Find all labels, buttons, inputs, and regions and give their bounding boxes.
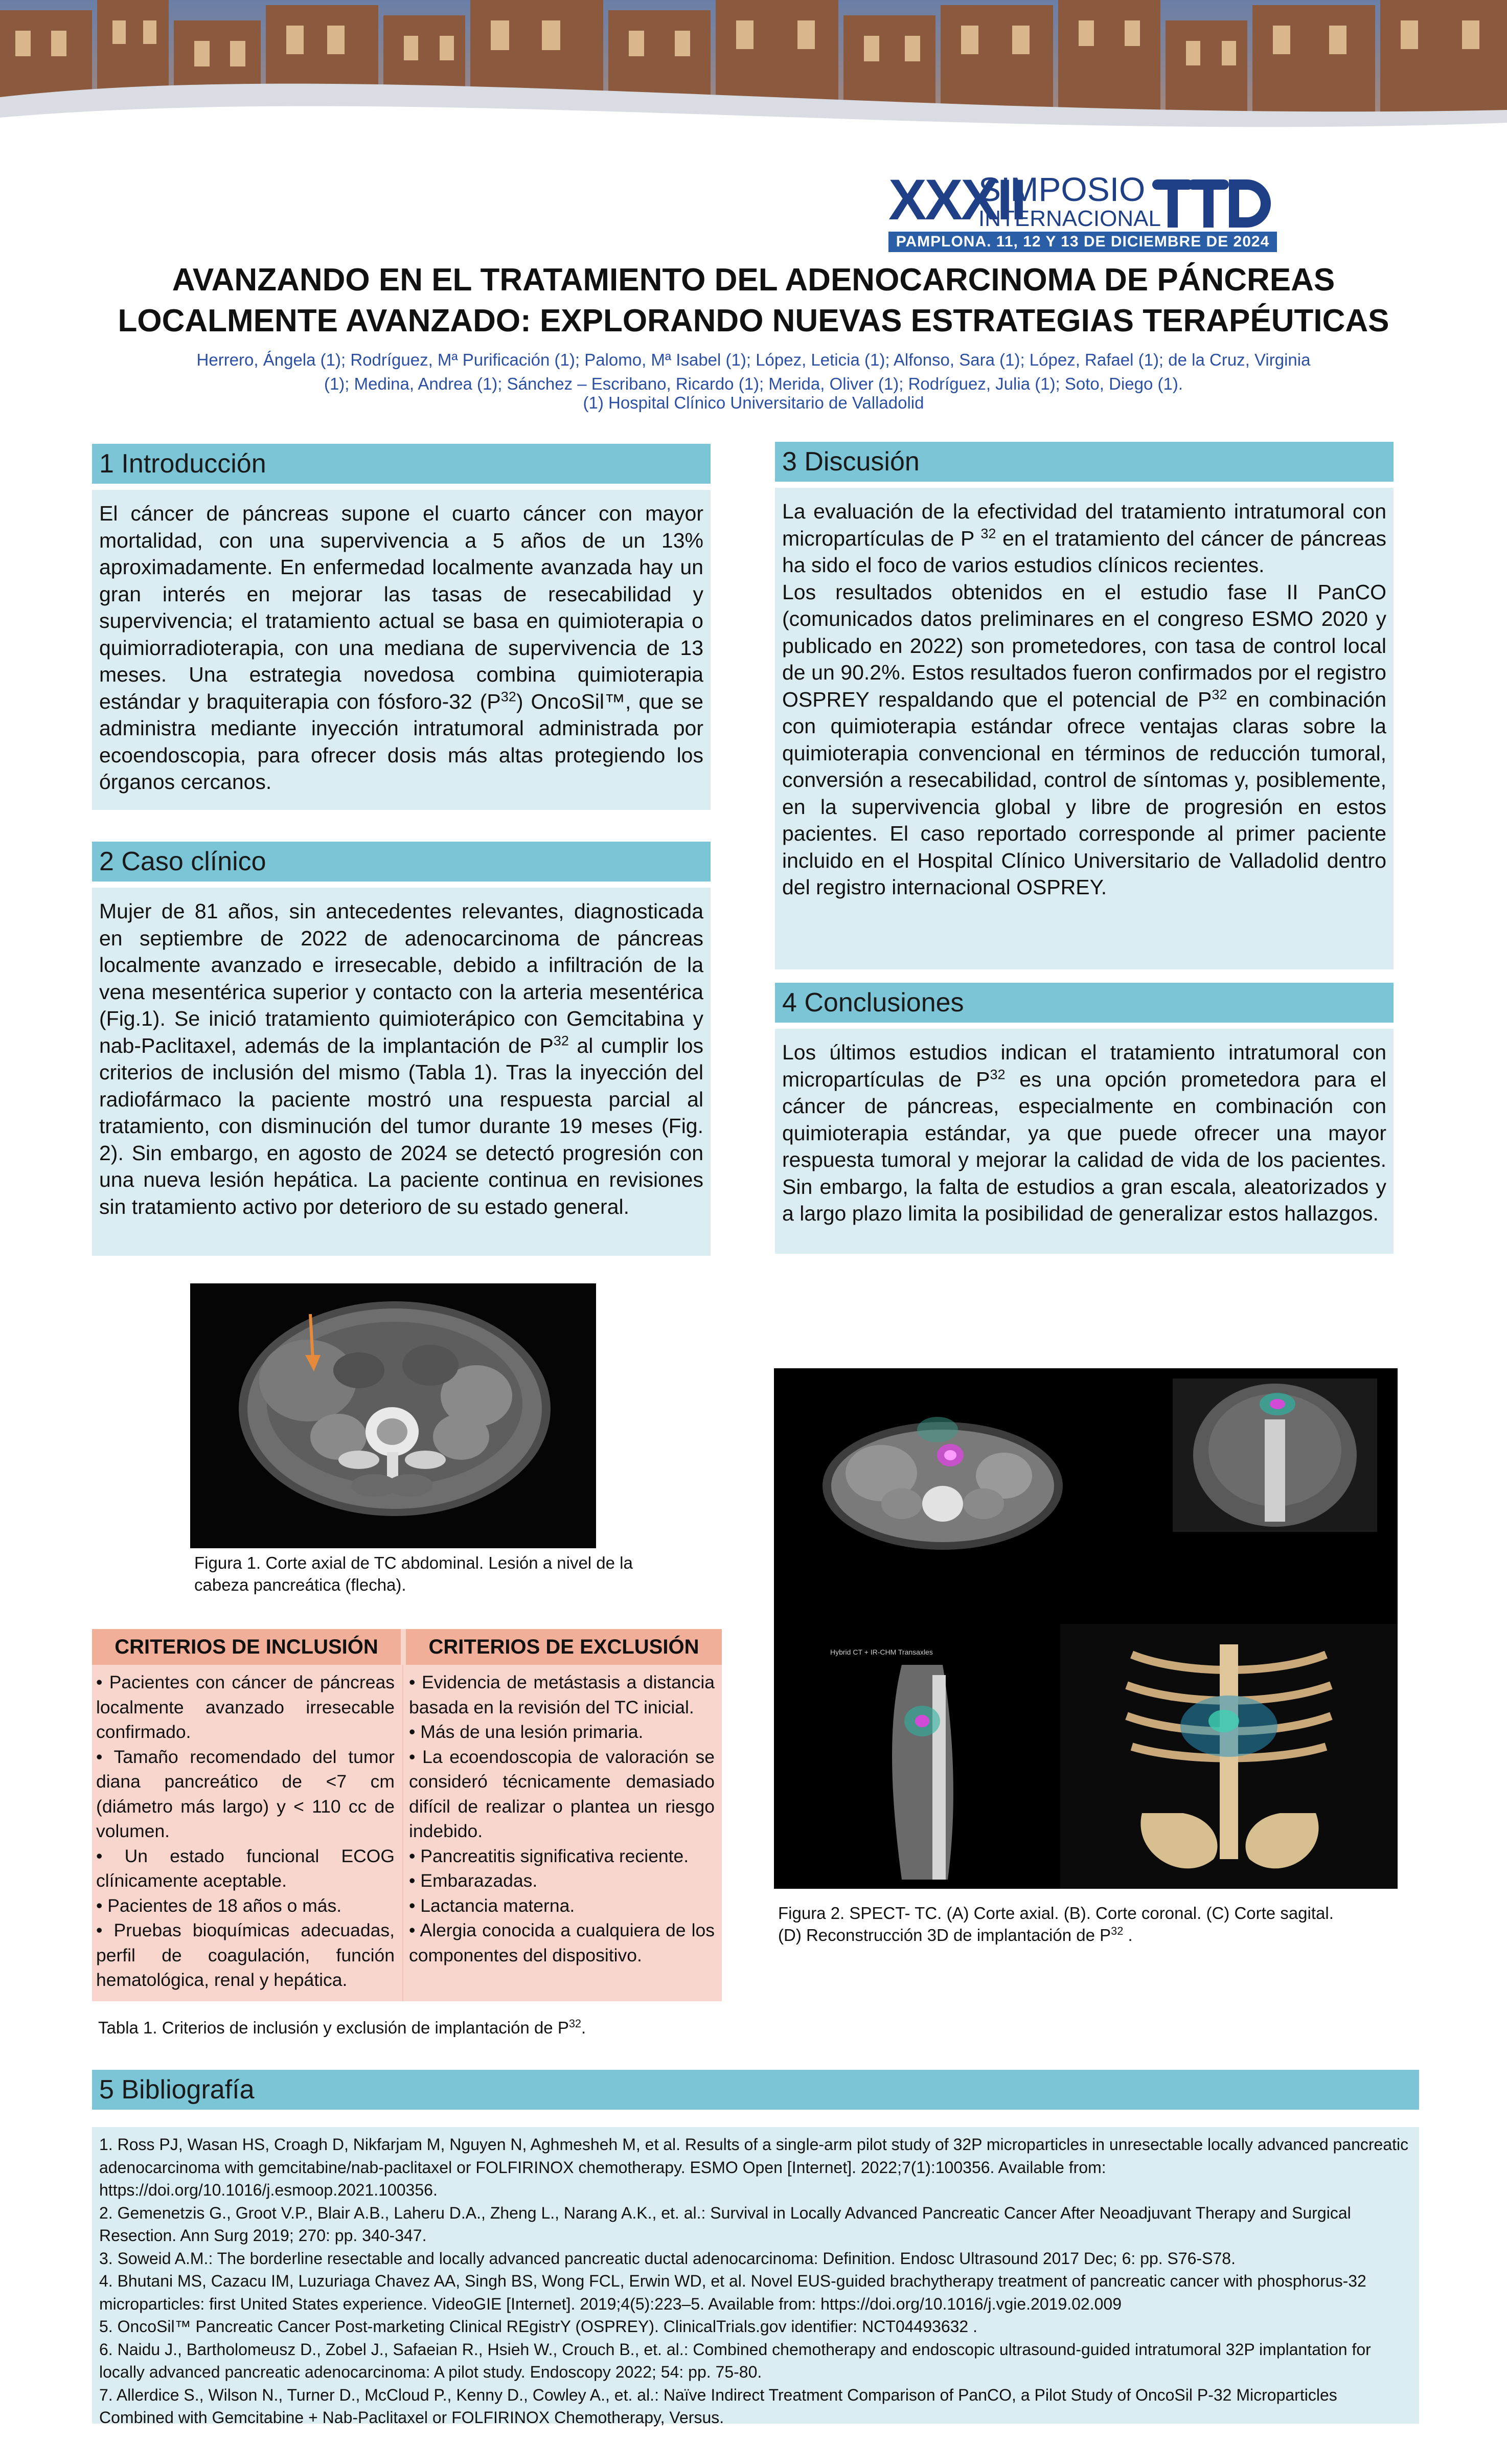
discusion-text-3: Los resultados obtenidos en el estudio fase II PanCO (comunicados datos preliminares en el congreso ESMO 2020 y publicado en 2022) son prometedores, con tasa de control local de un 90.2%. Estos resultados fueron confirmados por el registro OSPREY respaldando que el potencial de P <box>782 580 1386 711</box>
authors-line-1: Herrero, Ángela (1); Rodríguez, Mª Purificación (1); Palomo, Mª Isabel (1); López, Leticia (1); Alfonso, Sara (1); López, Rafael (1); de la Cruz, Virginia <box>196 350 1311 369</box>
section-header-caso-clinico: 2 Caso clínico <box>92 842 711 881</box>
table-1-caption-end: . <box>581 2018 586 2037</box>
discusion-text-1: La evaluación de la efectividad del tratamiento intratumoral con micropartículas de P <box>782 500 1386 550</box>
reference-item: 3. Soweid A.M.: The borderline resectable and locally advanced pancreatic ductal adenocarcinoma: Definition. Endosc Ultrasound 2017 Dec; 6: pp. S76-S78. <box>99 2249 1236 2268</box>
logo-line-1: SIMPOSIO <box>978 170 1146 208</box>
title-line-2: LOCALMENTE AVANZADO: EXPLORANDO NUEVAS ESTRATEGIAS TERAPÉUTICAS <box>118 303 1389 338</box>
caso-superscript: 32 <box>553 1032 569 1048</box>
figure-2-caption-superscript: 32 <box>1111 1925 1124 1937</box>
table-1-caption-superscript: 32 <box>568 2017 582 2030</box>
inclusion-item: • Tamaño recomendado del tumor diana pancreático de <7 cm (diámetro más largo) y < 110 cc de volumen. <box>96 1746 395 1841</box>
section-body-caso-clinico <box>92 888 711 1256</box>
logo-date-bar: PAMPLONA. 11, 12 Y 13 DE DICIEMBRE DE 2024 <box>888 232 1277 252</box>
figure-2-caption <box>778 1902 1391 1946</box>
affiliation: (1) Hospital Clínico Universitario de Valladolid <box>583 393 924 412</box>
reference-item: 6. Naidu J., Bartholomeusz D., Zobel J., Safaeian R., Hsieh W., Crouch B., et. al.: Combined chemotherapy and endoscopic ultrasound-guided intratumoral 32P implantation for locally advanced pancreatic adenocarcinoma: A pilot study. Endoscopy 2022; 54: pp. 75-80. <box>99 2340 1371 2381</box>
symposium-logo <box>888 168 1277 253</box>
discusion-text-4: en combinación con quimioterapia estándar ofrece ventajas claras sobre la quimioterapia convencional en términos de reducción tumoral, conversión a resecabilidad, control de síntomas y, posiblemente, en la supervivencia global y libre de progresión en estos pacientes. El caso reportado corresponde al primer paciente incluido en el Hospital Clínico Universitario de Valladolid dentro del registro internacional OSPREY. <box>782 687 1386 899</box>
reference-item: 2. Gemenetzis G., Groot V.P., Blair A.B., Laheru D.A., Zheng L., Narang A.K., et. al.: Survival in Locally Advanced Pancreatic Cancer After Neoadjuvant Therapy and Surgical Resection. Ann Surg 2019; 270: pp. 340-347. <box>99 2203 1351 2245</box>
criteria-table <box>92 1629 722 2001</box>
ttd-logo-icon <box>1152 172 1275 230</box>
figure-2-caption-line-1: Figura 2. SPECT- TC. (A) Corte axial. (B). Corte coronal. (C) Corte sagital. <box>778 1904 1334 1923</box>
inclusion-item: • Pacientes con cáncer de páncreas localmente avanzado irresecable confirmado. <box>96 1672 395 1742</box>
exclusion-item: • Lactancia materna. <box>409 1895 575 1916</box>
reference-item: 5. OncoSil™ Pancreatic Cancer Post-marketing Clinical REgistrY (OSPREY). ClinicalTrials.gov identifier: NCT04493632 . <box>99 2317 977 2336</box>
section-body-discusion <box>775 488 1394 969</box>
discusion-text-2: en el tratamiento del cáncer de páncreas ha sido el foco de varios estudios clínicos recientes. <box>782 526 1387 577</box>
exclusion-item: • La ecoendoscopia de valoración se consideró técnicamente demasiado difícil de realizar o plantea un riesgo indebido. <box>409 1746 715 1841</box>
logo-line-2: INTERNACIONAL <box>978 206 1161 231</box>
authors-line-2: (1); Medina, Andrea (1); Sánchez – Escribano, Ricardo (1); Merida, Oliver (1); Rodríguez, Julia (1); Soto, Diego (1). <box>324 374 1183 393</box>
panel-label: Hybrid CT + IR-CHM Transaxles <box>830 1648 933 1656</box>
exclusion-list <box>409 1670 715 1968</box>
exclusion-item: • Pancreatitis significativa reciente. <box>409 1845 689 1866</box>
panel-d-3d <box>1060 1624 1398 1889</box>
reference-item: 7. Allerdice S., Wilson N., Turner D., McCloud P., Kenny D., Cowley A., et. al.: Naïve Indirect Treatment Comparison of PanCO, a Pilot Study of OncoSil P-32 Microparticles Combined with Gemcitabine + Nab-Paclitaxel or FOLFIRINOX Chemotherapy, Versus. <box>99 2385 1337 2427</box>
table-1-caption <box>98 2017 712 2039</box>
discusion-superscript-2: 32 <box>1212 686 1227 702</box>
figure-1-caption: Figura 1. Corte axial de TC abdominal. Lesión a nivel de la cabeza pancreática (flecha). <box>194 1553 633 1594</box>
section-body-bibliografia <box>92 2127 1419 2427</box>
inclusion-item: • Un estado funcional ECOG clínicamente aceptable. <box>96 1845 395 1891</box>
section-body-conclusiones <box>775 1029 1394 1254</box>
conclusiones-text-2: es una opción prometedora para el cáncer de páncreas, especialmente en combinación con quimioterapia estándar, ya que puede ofrecer una mayor respuesta tumoral y mejorar la calidad de vida de los pacientes. Sin embargo, la falta de estudios a gran escala, aleatorizados y a largo plazo limita la posibilidad de generalizar estos hallazgos. <box>782 1067 1386 1225</box>
exclusion-item: • Alergia conocida a cualquiera de los componentes del dispositivo. <box>409 1920 715 1965</box>
poster-title <box>77 260 1430 342</box>
column-divider <box>402 1665 403 2001</box>
intro-text-1: El cáncer de páncreas supone el cuarto cáncer con mayor mortalidad, con una supervivencia a 5 años de un 13% aproximadamente. En enfermedad localmente avanzada hay un gran interés en mejorar las tasas de resecabilidad y supervivencia; el tratamiento actual se basa en quimioterapia o quimiorradioterapia, con una mediana de supervivencia de 13 meses. Una estrategia novedosa combina quimioterapia estándar y braquiterapia con fósforo-32 (P <box>99 502 703 713</box>
panel-b-coronal <box>1173 1378 1377 1532</box>
section-body-introduccion <box>92 490 711 810</box>
intro-text-2: ) OncoSil™, que se administra mediante inyección intratumoral administrada por ecoendoscopia, para ofrecer dosis más altas protegiendo los órganos cercanos. <box>99 689 703 794</box>
reference-list <box>99 2133 1412 2429</box>
caso-text-2: al cumplir los criterios de inclusión del mismo (Tabla 1). Tras la inyección del radiofármaco la paciente mostró una respuesta parcial al tratamiento, con disminución del tumor durante 19 meses (Fig. 2). Sin embargo, en agosto de 2024 se detectó progresión con una nueva lesión hepática. La paciente continua en revisiones sin tratamiento activo por deterioro de su estado general. <box>99 1033 703 1218</box>
authors <box>133 348 1374 396</box>
title-line-1: AVANZANDO EN EL TRATAMIENTO DEL ADENOCARCINOMA DE PÁNCREAS <box>172 262 1335 298</box>
exclusion-item: • Evidencia de metástasis a distancia basada en la revisión del TC inicial. <box>409 1672 715 1717</box>
exclusion-item: • Embarazadas. <box>409 1870 538 1891</box>
exclusion-item: • Más de una lesión primaria. <box>409 1722 644 1742</box>
figure-2-spect-ct <box>774 1368 1398 1889</box>
conclusiones-superscript: 32 <box>990 1066 1006 1082</box>
section-header-bibliografia: 5 Bibliografía <box>92 2070 1419 2110</box>
intro-superscript: 32 <box>500 688 516 704</box>
figure-2-caption-line-2 <box>778 1924 1391 1946</box>
header-banner <box>0 0 1507 153</box>
inclusion-list <box>96 1670 395 1993</box>
section-header-introduccion: 1 Introducción <box>92 444 711 484</box>
inclusion-item: • Pruebas bioquímicas adecuadas, perfil de coagulación, función hematológica, renal y hepática. <box>96 1920 395 1990</box>
section-header-conclusiones: 4 Conclusiones <box>775 983 1394 1023</box>
logo-roman-numeral: XXXII <box>888 168 1025 232</box>
reference-item: 1. Ross PJ, Wasan HS, Croagh D, Nikfarjam M, Nguyen N, Aghmesheh M, et al. Results of a single-arm pilot study of 32P microparticles in unresectable locally advanced pancreatic adenocarcinoma with gemcitabine/nab-paclitaxel or FOLFIRINOX chemotherapy. ESMO Open [Internet]. 2022;7(1):100356. Available from: https://doi.org/10.1016/j.esmoop.2021.100356. <box>99 2135 1409 2199</box>
reference-item: 4. Bhutani MS, Cazacu IM, Luzuriaga Chavez AA, Singh BS, Wong FCL, Erwin WD, et al. Novel EUS-guided brachytherapy treatment of pancreatic cancer with phosphorus-32 microparticles: first United States experience. VideoGIE [Internet]. 2019;4(5):223–5. Available from: https://doi.org/10.1016/j.vgie.2019.02.009 <box>99 2272 1366 2313</box>
section-header-discusion: 3 Discusión <box>775 442 1394 482</box>
exclusion-header: CRITERIOS DE EXCLUSIÓN <box>406 1629 722 1665</box>
discusion-superscript-1: 32 <box>980 525 996 541</box>
figure-2-caption-end: . <box>1123 1926 1133 1945</box>
caso-text-1: Mujer de 81 años, sin antecedentes relevantes, diagnosticada en septiembre de 2022 de adenocarcinoma de páncreas localmente avanzado e irresecable, debido a infiltración de la vena mesentérica superior y contacto con la arteria mesentérica (Fig.1). Se inició tratamiento quimioterápico con Gemcitabina y nab-Paclitaxel, además de la implantación de P <box>99 899 703 1057</box>
conclusiones-text-1: Los últimos estudios indican el tratamiento intratumoral con micropartículas de P <box>782 1041 1386 1091</box>
inclusion-header: CRITERIOS DE INCLUSIÓN <box>92 1629 401 1665</box>
figure-2-caption-text: (D) Reconstrucción 3D de implantación de P <box>778 1926 1111 1945</box>
inclusion-item: • Pacientes de 18 años o más. <box>96 1895 342 1916</box>
table-1-caption-text: Tabla 1. Criterios de inclusión y exclusión de implantación de P <box>98 2018 569 2037</box>
figure-1-ct-image <box>190 1283 596 1548</box>
